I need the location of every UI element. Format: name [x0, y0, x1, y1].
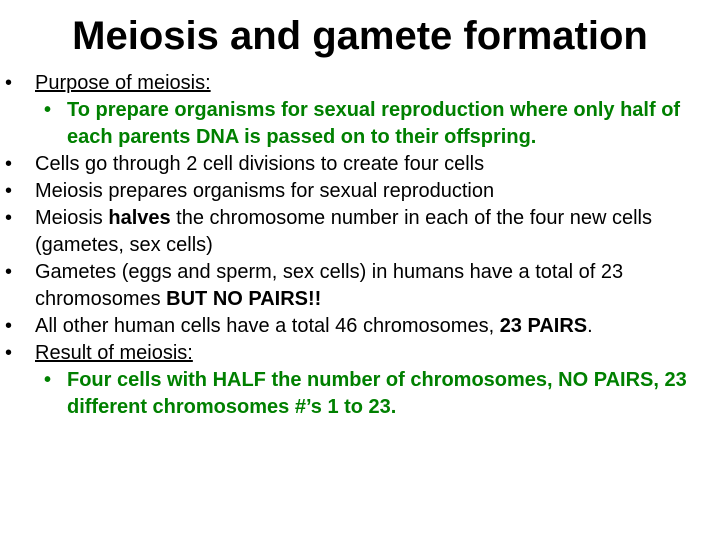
sub-bullet-text: To prepare organisms for sexual reproduction where only half of each parents DNA is passed on to their offspring.: [67, 99, 681, 148]
bullet-cell-divisions: [0, 151, 720, 178]
slide-title: Meiosis and gamete formation: [72, 14, 648, 58]
bullet-dot: •: [5, 153, 13, 175]
bullet-text: Result of meiosis:: [35, 342, 193, 364]
bullet-dot: •: [5, 261, 13, 283]
bullet-dot: •: [5, 72, 13, 94]
bullet-dot: •: [5, 180, 13, 202]
sub-bullet-purpose-detail: [0, 97, 720, 151]
bullet-result: [0, 340, 720, 367]
bullet-text: Purpose of meiosis:: [35, 72, 211, 94]
bullet-text-post: the chromosome number in each of the four new cells (gametes, sex cells): [35, 207, 652, 256]
bullet-gametes: [0, 259, 720, 313]
bullet-prepares: [0, 178, 720, 205]
bullet-dot: •: [44, 99, 52, 121]
bullet-text-bold: 23 PAIRS: [499, 315, 588, 337]
bullet-dot: •: [5, 342, 13, 364]
bullet-halves: [0, 205, 720, 259]
bullet-text-post: .: [587, 315, 593, 337]
bullet-text-bold: BUT NO PAIRS!!: [166, 288, 322, 310]
bullet-text-pre: All other human cells have a total 46 chromosomes,: [35, 315, 500, 337]
bullet-other-cells: [0, 313, 720, 340]
bullet-text: Cells go through 2 cell divisions to create four cells: [35, 153, 485, 175]
bullet-dot: •: [5, 315, 13, 337]
sub-bullet-text: Four cells with HALF the number of chromosomes, NO PAIRS, 23 different chromosomes #’s 1 to 23.: [67, 369, 687, 418]
bullet-list: [0, 70, 720, 421]
bullet-text-pre: Gametes (eggs and sperm, sex cells) in humans have a total of 23 chromosomes: [35, 261, 624, 310]
bullet-purpose: [0, 70, 720, 97]
bullet-dot: •: [5, 207, 13, 229]
bullet-dot: •: [44, 369, 52, 391]
sub-bullet-result-detail: [0, 367, 720, 421]
bullet-text-bold: halves: [108, 207, 171, 229]
bullet-text: Meiosis prepares organisms for sexual reproduction: [35, 180, 495, 202]
bullet-text-pre: Meiosis: [35, 207, 109, 229]
